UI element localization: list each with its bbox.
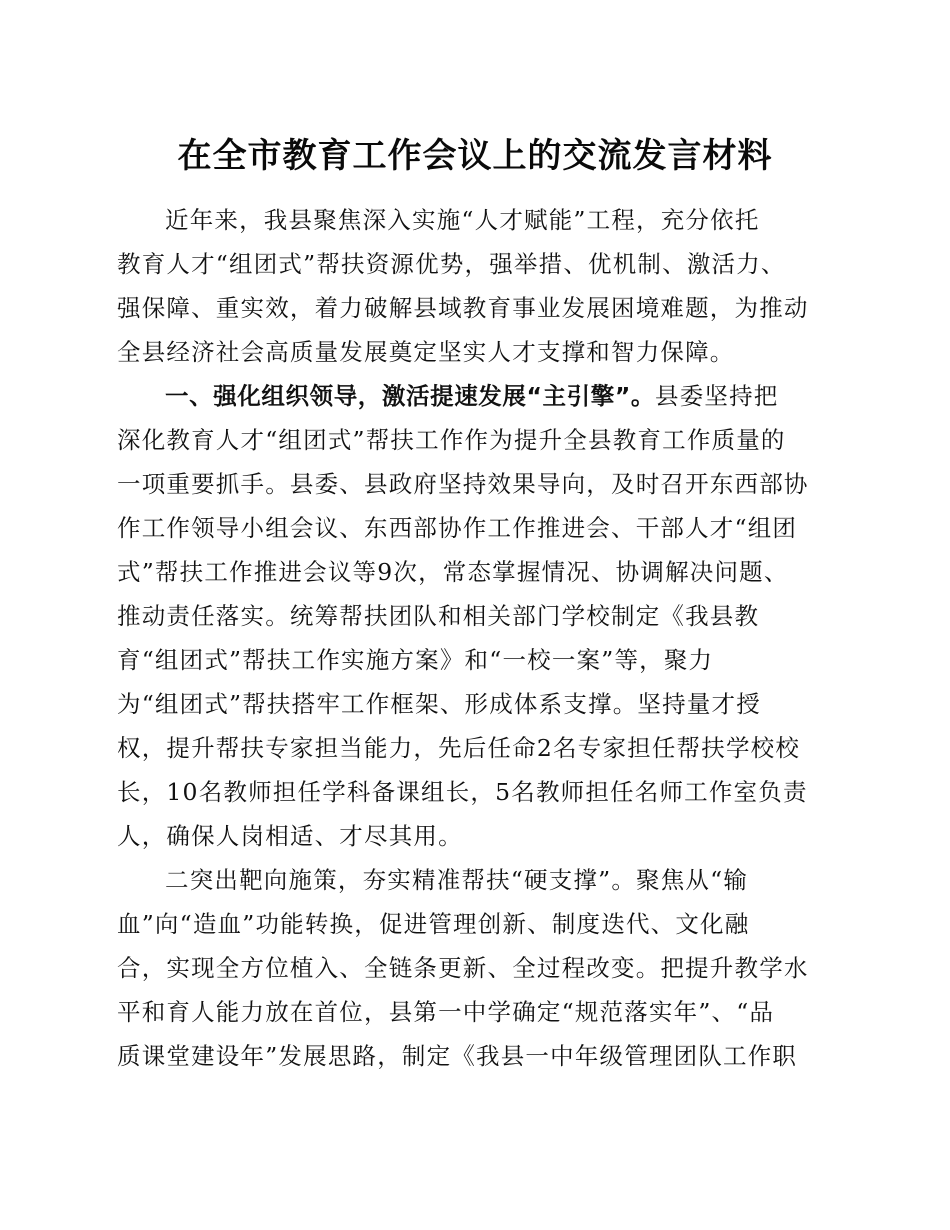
paragraph-line: 强保障、重实效，着力破解县域教育事业发展困境难题，为推动 bbox=[117, 294, 809, 322]
section-2-first-line: 二突出靶向施策，夯实精准帮扶“硬支撑”。聚焦从“输 bbox=[165, 866, 749, 894]
paragraph-line: 推动责任落实。统筹帮扶团队和相关部门学校制定《我县教 bbox=[117, 602, 760, 630]
paragraph-line: 教育人才“组团式”帮扶资源优势，强举措、优机制、激活力、 bbox=[117, 250, 786, 278]
paragraph-line: 作工作领导小组会议、东西部协作工作推进会、干部人才“组团 bbox=[117, 514, 798, 542]
paragraph-line: 质课堂建设年”发展思路，制定《我县一中年级管理团队工作职 bbox=[117, 1042, 798, 1070]
paragraph-line: 血”向“造血”功能转换，促进管理创新、制度迭代、文化融 bbox=[117, 910, 750, 938]
paragraph-line: 合，实现全方位植入、全链条更新、全过程改变。把提升教学水 bbox=[117, 954, 809, 982]
paragraph-line: 为“组团式”帮扶搭牢工作框架、形成体系支撑。坚持量才授 bbox=[117, 690, 761, 718]
paragraph-line: 近年来，我县聚焦深入实施“人才赋能”工程，充分依托 bbox=[165, 206, 760, 234]
paragraph-line: 人，确保人岗相适、才尽其用。 bbox=[117, 822, 463, 850]
paragraph-line: 权，提升帮扶专家担当能力，先后任命2名专家担任帮扶学校校 bbox=[117, 734, 801, 762]
section-1-heading: 一、强化组织领导，激活提速发展“主引擎”。 bbox=[165, 382, 655, 410]
paragraph-line: 全县经济社会高质量发展奠定坚实人才支撑和智力保障。 bbox=[117, 338, 735, 366]
paragraph-line: 育“组团式”帮扶工作实施方案》和“一校一案”等，聚力 bbox=[117, 646, 714, 674]
paragraph-line: 式”帮扶工作推进会议等9次，常态掌握情况、协调解决问题、 bbox=[117, 558, 789, 586]
paragraph-line: 一项重要抓手。县委、县政府坚持效果导向，及时召开东西部协 bbox=[117, 470, 809, 498]
section-1-first-line bbox=[165, 374, 865, 418]
section-1-first-line-text: 县委坚持把 bbox=[655, 382, 779, 410]
paragraph-line: 长，10名教师担任学科备课组长，5名教师担任名师工作室负责 bbox=[117, 778, 808, 806]
paragraph-line: 深化教育人才“组团式”帮扶工作作为提升全县教育工作质量的 bbox=[117, 426, 786, 454]
paragraph-line: 平和育人能力放在首位，县第一中学确定“规范落实年”、“品 bbox=[117, 998, 775, 1026]
document-title: 在全市教育工作会议上的交流发言材料 bbox=[177, 136, 773, 176]
